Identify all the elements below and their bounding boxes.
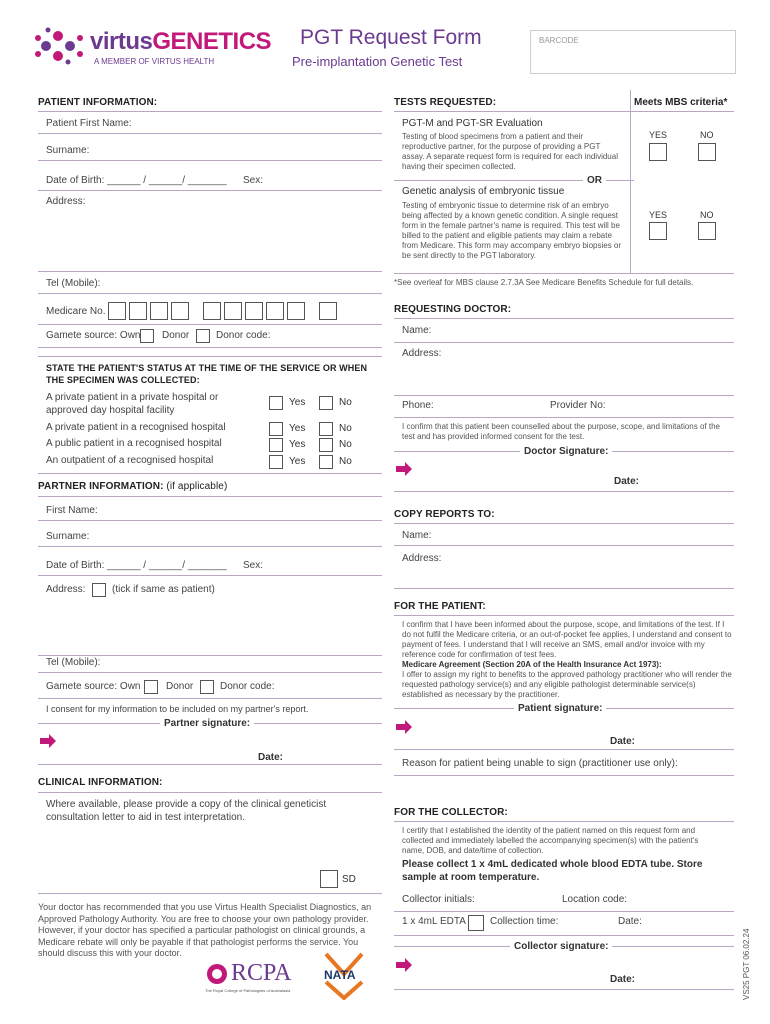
- provider-no-label: Provider No:: [550, 400, 606, 411]
- copy-name-label: Name:: [402, 530, 432, 541]
- test1-yes-checkbox[interactable]: [649, 143, 667, 161]
- partner-donor-code-label: Donor code:: [220, 681, 275, 692]
- partner-heading: PARTNER INFORMATION: (if applicable): [38, 481, 228, 492]
- gamete-donor-checkbox[interactable]: [196, 329, 210, 343]
- copy-address-field[interactable]: [394, 553, 734, 589]
- medicare-agreement-title: Medicare Agreement (Section 20A of the Health Insurance Act 1973):: [402, 660, 662, 669]
- test2-yes-label: YES: [649, 210, 668, 220]
- form-subtitle: Pre-implantation Genetic Test: [292, 54, 463, 69]
- initials-label: Collector initials:: [402, 894, 475, 905]
- medicare-digit-box[interactable]: [129, 302, 147, 320]
- doctor-name-label: Name:: [402, 325, 432, 336]
- reason-label: Reason for patient being unable to sign (practitioner use only):: [402, 758, 678, 769]
- mbs-heading: Meets MBS criteria*: [634, 97, 728, 108]
- partner-surname-field[interactable]: [38, 531, 382, 547]
- rcpa-logo: [205, 960, 305, 996]
- status-yes-checkbox[interactable]: [269, 455, 283, 469]
- collector-initials-field[interactable]: [394, 894, 734, 912]
- barcode-label: BARCODE: [539, 36, 579, 45]
- test1-yes-label: YES: [649, 130, 668, 140]
- partner-first-name-field[interactable]: [38, 505, 382, 521]
- sd-checkbox[interactable]: [320, 870, 338, 888]
- partner-sex-label: Sex:: [243, 560, 264, 571]
- medicare-label: Medicare No.: [46, 306, 106, 317]
- test1-text: Testing of blood specimens from a patient and their reproductive partner, for the purpose of providing a PGT assay. A separate request form is required for each individual having their specimen collected.: [402, 132, 618, 171]
- status-no-label: No: [339, 423, 352, 434]
- patient-gamete-field: [38, 330, 382, 348]
- patient-first-name-field[interactable]: [38, 118, 382, 134]
- partner-signature-label: Partner signature:: [160, 718, 254, 729]
- patient-tel-field[interactable]: [38, 278, 382, 294]
- status-yes-checkbox[interactable]: [269, 422, 283, 436]
- partner-gamete-own-checkbox[interactable]: [144, 680, 158, 694]
- status-row-label: A public patient in a recognised hospital: [46, 438, 222, 449]
- test1-title: PGT-M and PGT-SR Evaluation: [402, 118, 543, 129]
- collector-heading: FOR THE COLLECTOR:: [394, 807, 508, 818]
- sign-arrow-icon: [396, 462, 412, 476]
- doctor-address-field[interactable]: [394, 348, 734, 396]
- status-yes-checkbox[interactable]: [269, 438, 283, 452]
- status-no-checkbox[interactable]: [319, 396, 333, 410]
- test2-title: Genetic analysis of embryonic tissue: [402, 186, 565, 197]
- donor-code-label: Donor code:: [216, 330, 271, 341]
- sd-label: SD: [342, 874, 356, 885]
- reason-field[interactable]: [394, 758, 734, 776]
- status-yes-label: Yes: [289, 397, 306, 408]
- clinical-text: Where available, please provide a copy of the clinical geneticist consultation letter to aid in test interpretation.: [46, 799, 327, 823]
- status-no-checkbox[interactable]: [319, 438, 333, 452]
- medicare-digit-box[interactable]: [108, 302, 126, 320]
- test2-no-label: NO: [700, 210, 714, 220]
- tube-checkbox[interactable]: [468, 915, 484, 931]
- partner-address-field[interactable]: [38, 584, 382, 656]
- status-yes-label: Yes: [289, 439, 306, 450]
- status-no-label: No: [339, 439, 352, 450]
- patient-dob-field[interactable]: [38, 175, 382, 191]
- doctor-signature-label: Doctor Signature:: [520, 446, 612, 457]
- sex-label: Sex:: [243, 175, 264, 186]
- partner-signature-field[interactable]: [38, 730, 382, 765]
- clinical-info-field[interactable]: [38, 796, 382, 894]
- status-row-label: An outpatient of a recognised hospital: [46, 455, 214, 466]
- doctor-phone-field[interactable]: [394, 400, 734, 418]
- status-row-label: A private patient in a private hospital or approved day hospital facility: [46, 392, 219, 416]
- doctor-address-label: Address:: [402, 348, 442, 359]
- status-yes-label: Yes: [289, 423, 306, 434]
- collection-date-label: Date:: [618, 916, 642, 927]
- medicare-agreement-text: I offer to assign my right to benefits to the approved pathology practitioner who will render the requested pathology service(s) and any eligible pathologist determinable service(s) established as necessary by the practitioner.: [402, 670, 732, 699]
- medicare-digit-box[interactable]: [224, 302, 242, 320]
- copy-address-label: Address:: [402, 553, 442, 564]
- collection-time-label: Collection time:: [490, 916, 559, 927]
- medicare-digit-box[interactable]: [245, 302, 263, 320]
- medicare-digit-box[interactable]: [203, 302, 221, 320]
- test1-no-label: NO: [700, 130, 714, 140]
- sign-arrow-icon: [40, 734, 56, 748]
- partner-tel-field[interactable]: [38, 657, 382, 673]
- status-no-label: No: [339, 456, 352, 467]
- logo-main: virtus: [90, 28, 153, 55]
- gamete-own-checkbox[interactable]: [140, 329, 154, 343]
- test2-no-checkbox[interactable]: [698, 222, 716, 240]
- patient-signature-label: Patient signature:: [514, 703, 606, 714]
- status-no-checkbox[interactable]: [319, 455, 333, 469]
- partner-gamete-donor-checkbox[interactable]: [200, 680, 214, 694]
- logo-sub: A MEMBER OF VIRTUS HEALTH: [94, 57, 215, 66]
- status-yes-checkbox[interactable]: [269, 396, 283, 410]
- patient-signature-field[interactable]: [394, 714, 734, 750]
- status-yes-label: Yes: [289, 456, 306, 467]
- form-title: PGT Request Form: [300, 26, 482, 49]
- logo-mark-icon: [34, 26, 90, 66]
- doctor-name-field[interactable]: [394, 325, 734, 343]
- doctor-date-label: Date:: [614, 476, 640, 487]
- collector-date-label: Date:: [610, 974, 636, 985]
- surname-label: Surname:: [46, 145, 90, 156]
- partner-gamete-field: [38, 681, 382, 699]
- patient-address-field[interactable]: [38, 196, 382, 272]
- logo: [34, 24, 272, 74]
- partner-donor-label: Donor: [166, 681, 194, 692]
- copy-name-field[interactable]: [394, 530, 734, 546]
- rcpa-crest-icon: [205, 962, 229, 986]
- rcpa-text: RCPA: [231, 960, 292, 986]
- status-row-label: A private patient in a recognised hospital: [46, 422, 226, 433]
- sign-arrow-icon: [396, 958, 412, 972]
- clinical-footer: Your doctor has recommended that you use Virtus Health Specialist Diagnostics, an Approved Pathology Authority. You are free to choose your own pathology provider. However, if your doctor has specified a particular pathologist on clinical grounds, a Medicare rebate will only be payable if that pathologist performs the service. You should discuss this with your doctor.: [38, 902, 372, 958]
- partner-consent: I consent for my information to be included on my partner's report.: [46, 704, 309, 714]
- mbs-note: *See overleaf for MBS clause 2.7.3A See Medicare Benefits Schedule for full details.: [394, 278, 694, 287]
- medicare-digit-box[interactable]: [319, 302, 337, 320]
- barcode-box: [530, 30, 736, 74]
- nata-logo: [322, 952, 366, 1000]
- patient-date-label: Date:: [610, 736, 636, 747]
- collector-instruction: Please collect 1 x 4mL dedicated whole blood EDTA tube. Store sample at room temperature.: [402, 859, 703, 883]
- status-heading: STATE THE PATIENT'S STATUS AT THE TIME OF THE SERVICE OR WHEN THE SPECIMEN WAS COLLECTED:: [46, 363, 368, 385]
- patient-surname-field[interactable]: [38, 145, 382, 161]
- partner-tel-label: Tel (Mobile):: [46, 657, 101, 668]
- clinical-heading: CLINICAL INFORMATION:: [38, 777, 163, 788]
- tube-label: 1 x 4mL EDTA: [402, 916, 466, 927]
- donor-label: Donor: [162, 330, 190, 341]
- nata-text: NATA: [324, 968, 356, 982]
- address-label: Address:: [46, 196, 86, 207]
- gamete-label: Gamete source: Own: [46, 330, 141, 341]
- doctor-heading: REQUESTING DOCTOR:: [394, 304, 512, 315]
- medicare-field: [38, 300, 382, 325]
- test2-text: Testing of embryonic tissue to determine risk of an embryo being affected by a known genetic condition. A single request form in the female partner's name is required. This test will be billed to the patient and eligible patients may claim a rebate from Medicare. This form may accompany embryo biopsies or be sent directly to the PGT laboratory.: [402, 201, 622, 260]
- logo-accent: GENETICS: [152, 28, 272, 55]
- collector-signature-field[interactable]: [394, 952, 734, 990]
- rcpa-subtext: The Royal College of Pathologists of Australasia: [205, 988, 291, 993]
- partner-dob-label: Date of Birth: ______ / ______/ _______: [46, 560, 227, 571]
- copy-heading: COPY REPORTS TO:: [394, 509, 495, 520]
- partner-dob-field[interactable]: [38, 560, 382, 576]
- partner-gamete-label: Gamete source: Own: [46, 681, 141, 692]
- collector-signature-label: Collector signature:: [510, 941, 612, 952]
- same-as-patient-checkbox[interactable]: [92, 583, 106, 597]
- first-name-label: Patient First Name:: [46, 118, 132, 129]
- patient-heading: PATIENT INFORMATION:: [38, 97, 158, 108]
- medicare-digit-box[interactable]: [266, 302, 284, 320]
- medicare-digit-box[interactable]: [287, 302, 305, 320]
- sign-arrow-icon: [396, 720, 412, 734]
- collection-time-field: [394, 916, 734, 936]
- doctor-signature-field[interactable]: [394, 456, 734, 492]
- or-label: OR: [583, 175, 606, 186]
- partner-address-label: Address:: [46, 584, 86, 595]
- dob-label: Date of Birth: ______ / ______/ _______: [46, 175, 227, 186]
- tel-label: Tel (Mobile):: [46, 278, 101, 289]
- tests-heading: TESTS REQUESTED:: [394, 97, 497, 108]
- medicare-digit-box[interactable]: [171, 302, 189, 320]
- version-label: VS25 PGT 06.02.24: [742, 928, 751, 1000]
- partner-first-name-label: First Name:: [46, 505, 98, 516]
- doctor-phone-label: Phone:: [402, 400, 434, 411]
- test2-yes-checkbox[interactable]: [649, 222, 667, 240]
- test1-no-checkbox[interactable]: [698, 143, 716, 161]
- for-patient-heading: FOR THE PATIENT:: [394, 601, 486, 612]
- location-code-label: Location code:: [562, 894, 628, 905]
- status-no-checkbox[interactable]: [319, 422, 333, 436]
- medicare-digit-box[interactable]: [150, 302, 168, 320]
- collector-text: I certify that I established the identity of the patient named on this request form and collected and immediately labelled the accompanying specimen(s) with the patient's name, DOB, and date/time of collection.: [402, 826, 699, 855]
- for-patient-text: I confirm that I have been informed about the purpose, scope, and limitations of the test. If I do not fulfil the Medicare criteria, or an out-of-pocket fee applies, I understand and consent to payment of fees. I understand that I will receive an SMS, email and/or invoice with my reference code for confirmation of test fees.: [402, 620, 732, 659]
- partner-date-label: Date:: [258, 752, 284, 763]
- same-as-patient-label: (tick if same as patient): [112, 584, 215, 595]
- status-no-label: No: [339, 397, 352, 408]
- partner-surname-label: Surname:: [46, 531, 90, 542]
- doctor-confirm-text: I confirm that this patient been counselled about the purpose, scope, and limitations of the test and has provided informed consent for the test.: [402, 422, 720, 441]
